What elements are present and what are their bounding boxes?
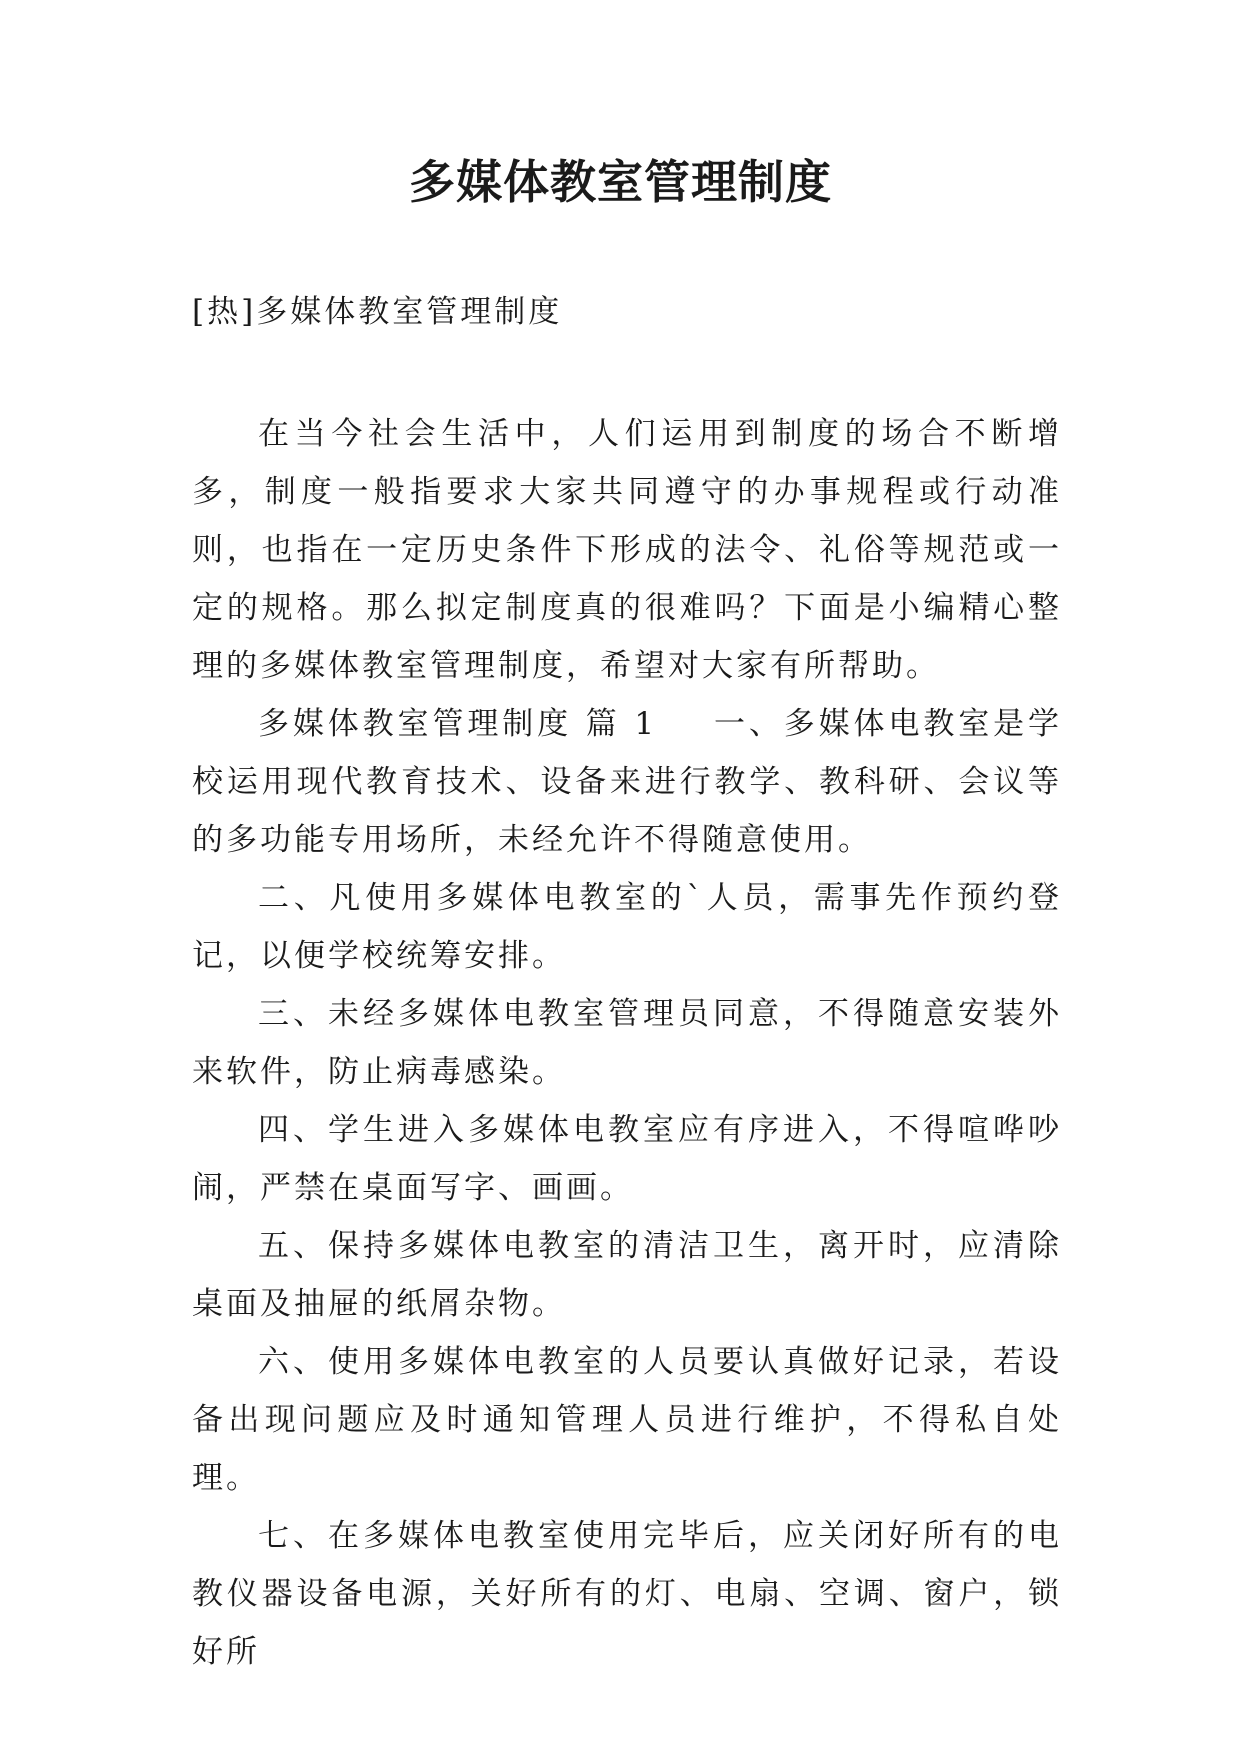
document-body xyxy=(192,405,1062,1681)
document-subtitle: [热]多媒体教室管理制度 xyxy=(192,294,563,330)
rule-item-5: 五、保持多媒体电教室的清洁卫生，离开时，应清除桌面及抽屉的纸屑杂物。 xyxy=(192,1228,1062,1322)
rule-item-7: 七、在多媒体电教室使用完毕后，应关闭好所有的电教仪器设备电源，关好所有的灯、电扇、空调、窗户，锁好所 xyxy=(192,1518,1062,1670)
rule-item-2: 二、凡使用多媒体电教室的`人员，需事先作预约登记，以便学校统筹安排。 xyxy=(192,880,1062,974)
document-title: 多媒体教室管理制度 xyxy=(409,155,832,209)
rule-item-6: 六、使用多媒体电教室的人员要认真做好记录，若设备出现问题应及时通知管理人员进行维护，不得私自处理。 xyxy=(192,1344,1062,1496)
rule-item-1: 一、多媒体电教室是学校运用现代教育技术、设备来进行教学、教科研、会议等的多功能专用场所，未经允许不得随意使用。 xyxy=(192,706,1063,858)
intro-paragraph: 在当今社会生活中，人们运用到制度的场合不断增多，制度一般指要求大家共同遵守的办事规程或行动准则，也指在一定历史条件下形成的法令、礼俗等规范或一定的规格。那么拟定制度真的很难吗？下面是小编精心整理的多媒体教室管理制度，希望对大家有所帮助。 xyxy=(192,416,1062,684)
section-paragraph xyxy=(192,695,1062,869)
rule-item-4: 四、学生进入多媒体电教室应有序进入，不得喧哗吵闹，严禁在桌面写字、画画。 xyxy=(192,1112,1062,1206)
section-heading: 多媒体教室管理制度 篇 1 xyxy=(258,706,658,742)
rule-item-3: 三、未经多媒体电教室管理员同意，不得随意安装外来软件，防止病毒感染。 xyxy=(192,996,1062,1090)
